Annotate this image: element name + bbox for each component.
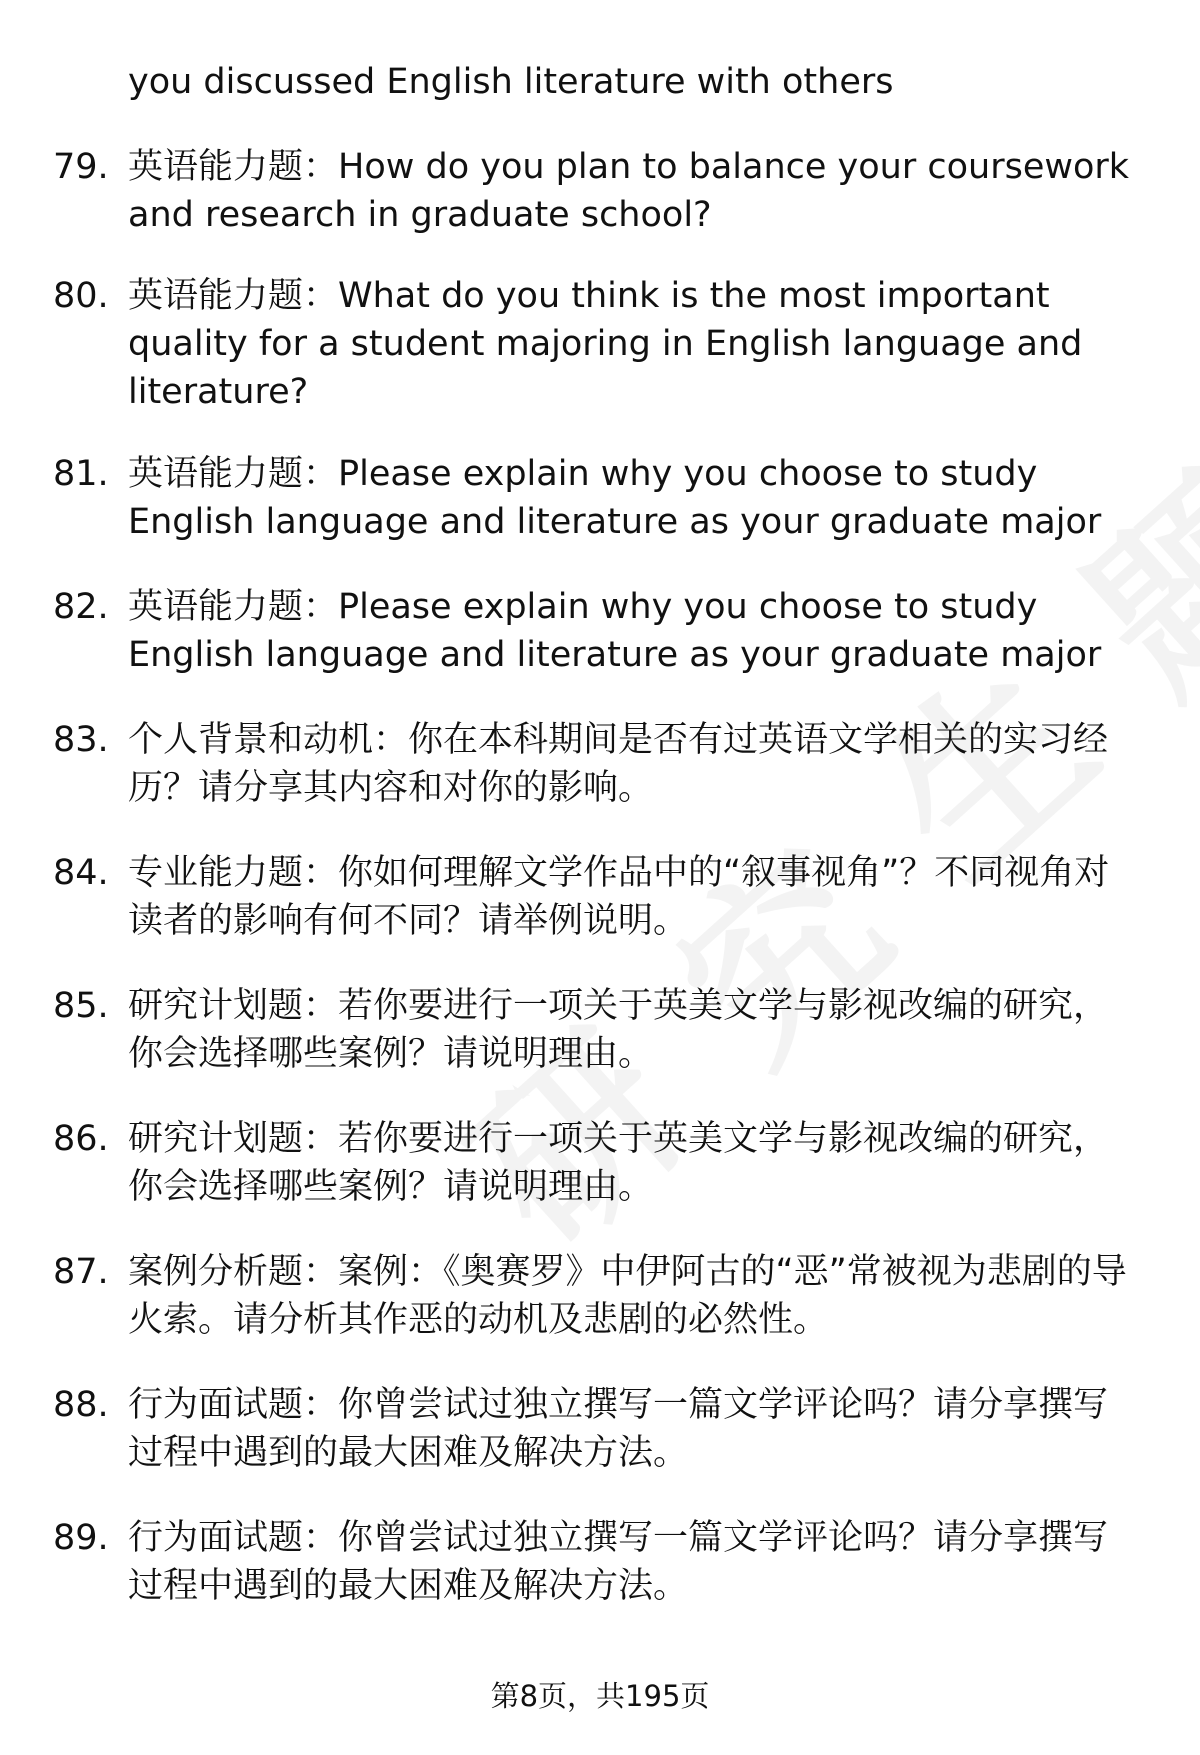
- question-number: 85.: [53, 986, 109, 1026]
- question-text: 个人背景和动机：你在本科期间是否有过英语文学相关的实习经历？请分享其内容和对你的影响。: [128, 720, 1109, 808]
- question-number: 88.: [53, 1385, 109, 1425]
- question-number: 82.: [53, 587, 109, 627]
- page-footer: 第8页，共195页: [490, 1679, 710, 1713]
- question-text: 英语能力题：Please explain why you choose to study English language and literature as your graduate major: [128, 587, 1102, 675]
- question-number: 84.: [53, 853, 109, 893]
- question-number: 87.: [53, 1252, 109, 1292]
- question-text: 英语能力题：Please explain why you choose to study English language and literature as your graduate major: [128, 454, 1102, 542]
- question-text: 英语能力题：What do you think is the most important quality for a student majoring in English language and literature?: [128, 276, 1083, 412]
- continuation-text: you discussed English literature with others: [128, 62, 894, 102]
- question-text: 案例分析题：案例：《奥赛罗》中伊阿古的“恶”常被视为悲剧的导火索。请分析其作恶的动机及悲剧的必然性。: [128, 1252, 1127, 1340]
- question-text: 行为面试题：你曾尝试过独立撰写一篇文学评论吗？请分享撰写过程中遇到的最大困难及解决方法。: [128, 1518, 1109, 1606]
- question-number: 79.: [53, 147, 109, 187]
- question-number: 83.: [53, 720, 109, 760]
- question-text: 专业能力题：你如何理解文学作品中的“叙事视角”？不同视角对读者的影响有何不同？请举例说明。: [128, 853, 1110, 941]
- question-number: 81.: [53, 454, 109, 494]
- question-text: 行为面试题：你曾尝试过独立撰写一篇文学评论吗？请分享撰写过程中遇到的最大困难及解决方法。: [128, 1385, 1109, 1473]
- question-number: 86.: [53, 1119, 109, 1159]
- question-text: 研究计划题：若你要进行一项关于英美文学与影视改编的研究，你会选择哪些案例？请说明理由。: [128, 986, 1109, 1074]
- question-text: 研究计划题：若你要进行一项关于英美文学与影视改编的研究，你会选择哪些案例？请说明理由。: [128, 1119, 1109, 1207]
- question-number: 89.: [53, 1518, 109, 1558]
- question-text: 英语能力题：How do you plan to balance your coursework and research in graduate school?: [128, 147, 1130, 235]
- question-number: 80.: [53, 276, 109, 316]
